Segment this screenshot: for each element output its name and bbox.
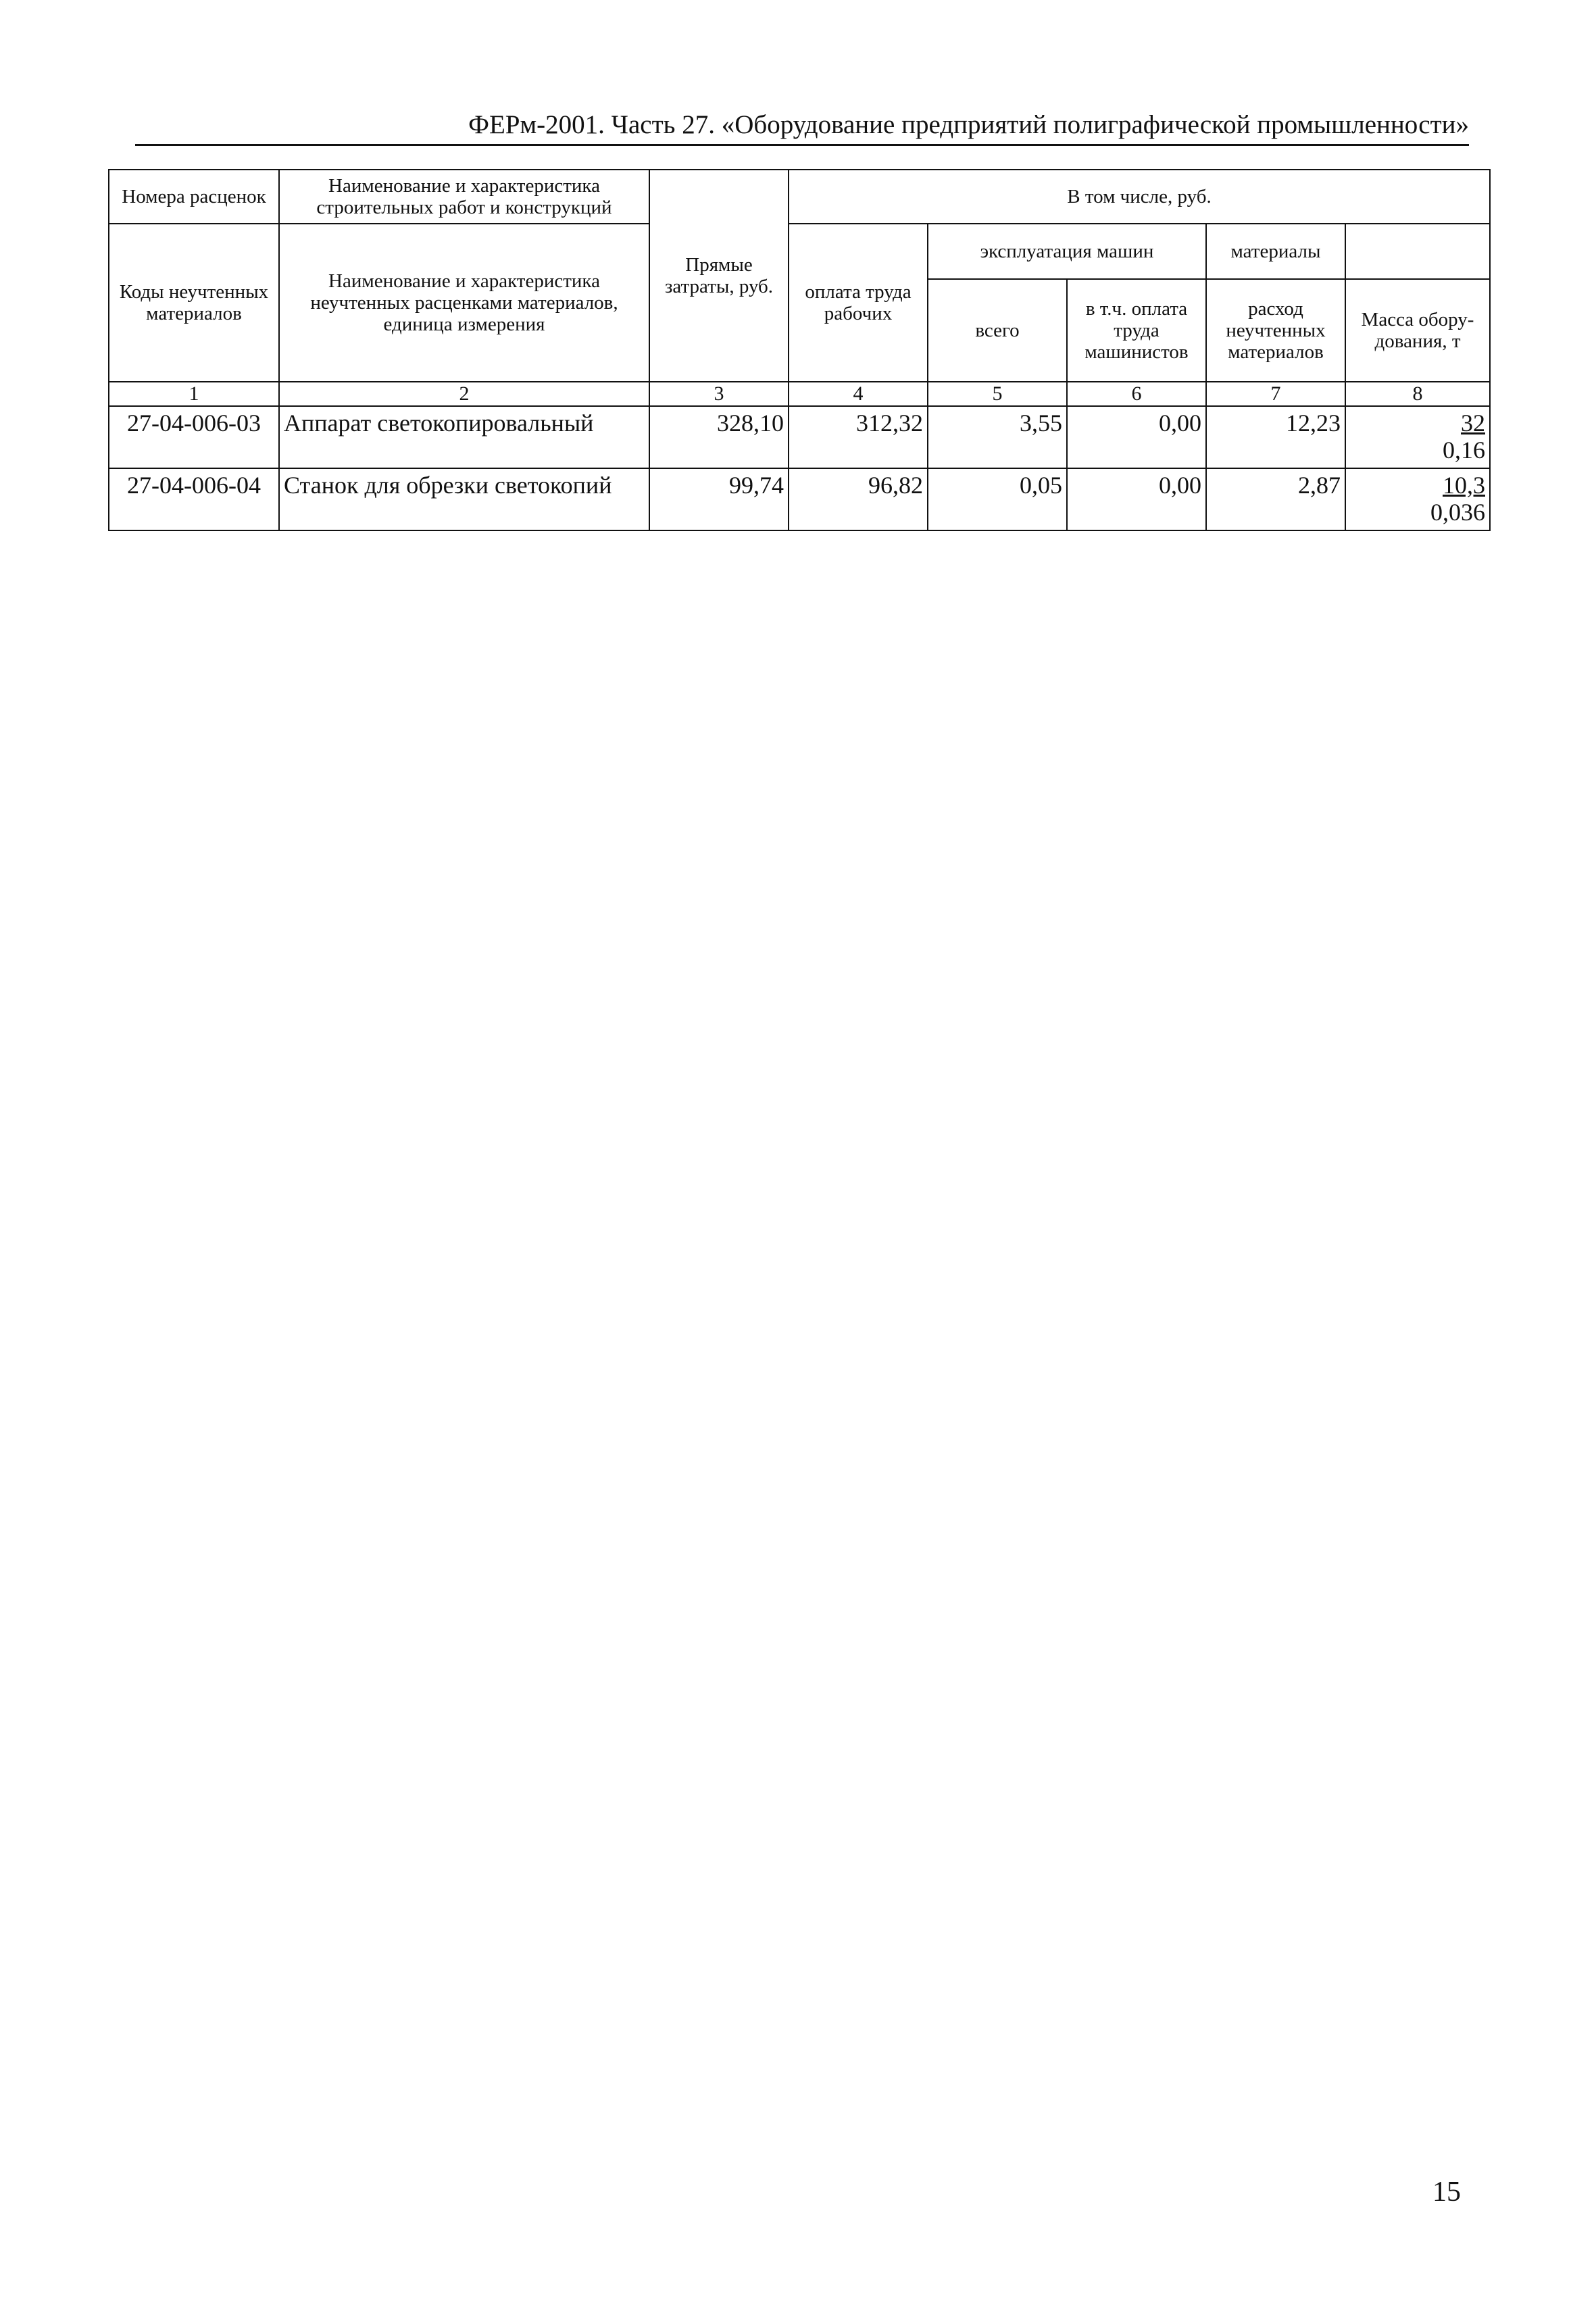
running-header: ФЕРм-2001. Часть 27. «Оборудование предприятий полиграфической промышленности»	[468, 110, 1469, 139]
header-machine-operation: эксплуатация машин	[928, 224, 1206, 279]
worker-pay-value: 312,32	[789, 406, 928, 468]
header-worker-pay: оплата труда рабочих	[789, 224, 928, 382]
machinist-pay-value: 0,00	[1067, 468, 1206, 530]
header-rate-numbers: Номера расценок	[109, 170, 279, 224]
header-row-2	[109, 224, 1490, 279]
machines-total-value: 0,05	[928, 468, 1067, 530]
machinist-pay-value: 0,00	[1067, 406, 1206, 468]
direct-costs-value: 328,10	[649, 406, 789, 468]
header-materials: материалы	[1206, 224, 1345, 279]
materials-value: 2,87	[1206, 468, 1345, 530]
header-machinist-pay: в т.ч. оплата труда машинистов	[1067, 279, 1206, 382]
header-total: всего	[928, 279, 1067, 382]
column-number: 3	[649, 382, 789, 406]
header-equipment-mass: Масса обору- дования, т	[1345, 279, 1490, 382]
rates-table	[108, 169, 1491, 531]
header-rule	[135, 144, 1469, 146]
column-number: 1	[109, 382, 279, 406]
page-number: 15	[1432, 2176, 1461, 2208]
machines-total-value: 3,55	[928, 406, 1067, 468]
column-number: 4	[789, 382, 928, 406]
header-unaccounted-materials: расход неучтенных материалов	[1206, 279, 1345, 382]
mass-value: 0,16	[1443, 437, 1485, 464]
labor-mass-cell	[1345, 468, 1490, 530]
rate-name: Станок для обрезки светокопий	[279, 468, 649, 530]
labor-value: 10,3	[1443, 472, 1485, 499]
column-number: 5	[928, 382, 1067, 406]
worker-pay-value: 96,82	[789, 468, 928, 530]
rate-name: Аппарат светокопировальный	[279, 406, 649, 468]
header-including: В том числе, руб.	[789, 170, 1490, 224]
column-number: 7	[1206, 382, 1345, 406]
header-material-name: Наименование и характеристика неучтенных расценками материалов, единица измерения	[279, 224, 649, 382]
header-work-name: Наименование и характеристика строительных работ и конструкций	[279, 170, 649, 224]
labor-mass-cell	[1345, 406, 1490, 468]
rate-code: 27-04-006-04	[109, 468, 279, 530]
mass-value: 0,036	[1430, 499, 1485, 526]
materials-value: 12,23	[1206, 406, 1345, 468]
table-row	[109, 468, 1490, 530]
table-row	[109, 406, 1490, 468]
direct-costs-value: 99,74	[649, 468, 789, 530]
labor-value: 32	[1461, 409, 1485, 437]
column-number: 8	[1345, 382, 1490, 406]
column-number: 2	[279, 382, 649, 406]
rate-code: 27-04-006-03	[109, 406, 279, 468]
column-number-row	[109, 382, 1490, 406]
column-number: 6	[1067, 382, 1206, 406]
header-direct-costs: Прямые затраты, руб.	[649, 170, 789, 382]
header-material-codes: Коды неучтенных материалов	[109, 224, 279, 382]
header-row-1	[109, 170, 1490, 224]
